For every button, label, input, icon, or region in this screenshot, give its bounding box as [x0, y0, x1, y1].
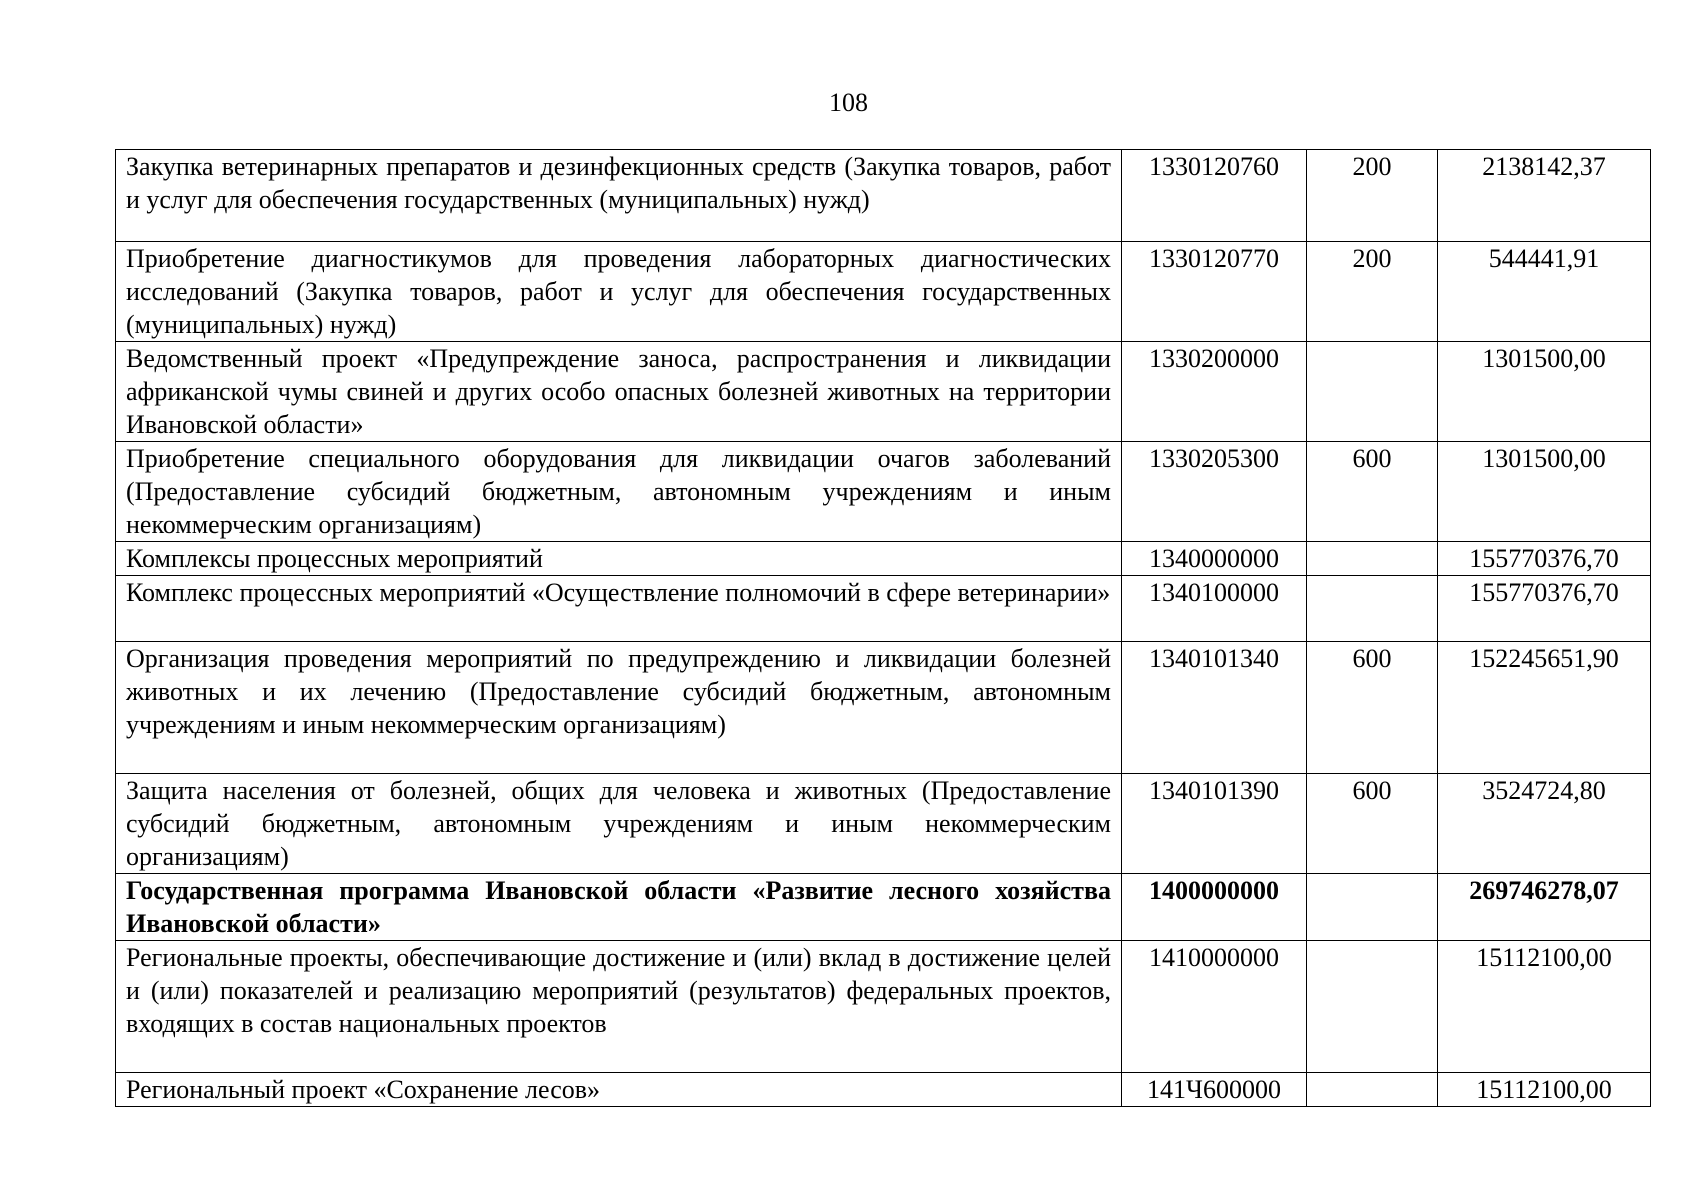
- row-code-cell: 1330205300: [1122, 442, 1307, 542]
- row-code-cell: 1330120760: [1122, 150, 1307, 242]
- table-row: [116, 150, 1651, 242]
- row-sum-cell: 155770376,70: [1438, 576, 1651, 642]
- row-name-cell: Приобретение диагностикумов для проведения лабораторных диагностических исследований (Закупка товаров, работ и услуг для обеспечения государственных (муниципальных) нужд): [116, 242, 1122, 342]
- row-sum-cell: 15112100,00: [1438, 941, 1651, 1073]
- row-name-cell: Региональный проект «Сохранение лесов»: [116, 1073, 1122, 1107]
- table-row: [116, 442, 1651, 542]
- table-row: [116, 342, 1651, 442]
- row-type-cell: [1307, 1073, 1438, 1107]
- budget-table-body: [116, 150, 1651, 1107]
- row-type-cell: 200: [1307, 242, 1438, 342]
- row-type-cell: [1307, 576, 1438, 642]
- row-sum-cell: 269746278,07: [1438, 874, 1651, 941]
- row-sum-cell: 3524724,80: [1438, 774, 1651, 874]
- budget-table: [115, 149, 1651, 1107]
- row-name-cell: Государственная программа Ивановской области «Развитие лесного хозяйства Ивановской области»: [116, 874, 1122, 941]
- row-code-cell: 1340101390: [1122, 774, 1307, 874]
- table-row: [116, 774, 1651, 874]
- row-type-cell: 600: [1307, 642, 1438, 774]
- table-row: [116, 642, 1651, 774]
- row-name-cell: Организация проведения мероприятий по предупреждению и ликвидации болезней животных и их лечению (Предоставление субсидий бюджетным, автономным учреждениям и иным некоммерческим организациям): [116, 642, 1122, 774]
- row-code-cell: 1330120770: [1122, 242, 1307, 342]
- row-type-cell: 600: [1307, 442, 1438, 542]
- row-code-cell: 1340000000: [1122, 542, 1307, 576]
- row-code-cell: 1330200000: [1122, 342, 1307, 442]
- row-type-cell: [1307, 342, 1438, 442]
- table-row: [116, 542, 1651, 576]
- row-name-cell: Приобретение специального оборудования для ликвидации очагов заболеваний (Предоставление субсидий бюджетным, автономным учреждениям и иным некоммерческим организациям): [116, 442, 1122, 542]
- row-sum-cell: 1301500,00: [1438, 442, 1651, 542]
- row-sum-cell: 2138142,37: [1438, 150, 1651, 242]
- row-code-cell: 1410000000: [1122, 941, 1307, 1073]
- row-sum-cell: 155770376,70: [1438, 542, 1651, 576]
- row-type-cell: 200: [1307, 150, 1438, 242]
- table-row: [116, 941, 1651, 1073]
- page-number: 108: [829, 88, 868, 117]
- row-type-cell: [1307, 874, 1438, 941]
- row-name-cell: Защита населения от болезней, общих для человека и животных (Предоставление субсидий бюджетным, автономным учреждениям и иным некоммерческим организациям): [116, 774, 1122, 874]
- row-sum-cell: 544441,91: [1438, 242, 1651, 342]
- row-type-cell: [1307, 542, 1438, 576]
- row-name-cell: Региональные проекты, обеспечивающие достижение и (или) вклад в достижение целей и (или) показателей и реализацию мероприятий (результатов) федеральных проектов, входящих в состав национальных проектов: [116, 941, 1122, 1073]
- row-type-cell: 600: [1307, 774, 1438, 874]
- row-name-cell: Закупка ветеринарных препаратов и дезинфекционных средств (Закупка товаров, работ и услуг для обеспечения государственных (муниципальных) нужд): [116, 150, 1122, 242]
- row-sum-cell: 1301500,00: [1438, 342, 1651, 442]
- table-row: [116, 874, 1651, 941]
- row-type-cell: [1307, 941, 1438, 1073]
- row-code-cell: 1340100000: [1122, 576, 1307, 642]
- row-sum-cell: 152245651,90: [1438, 642, 1651, 774]
- row-name-cell: Комплекс процессных мероприятий «Осуществление полномочий в сфере ветеринарии»: [116, 576, 1122, 642]
- row-code-cell: 1400000000: [1122, 874, 1307, 941]
- row-name-cell: Комплексы процессных мероприятий: [116, 542, 1122, 576]
- row-sum-cell: 15112100,00: [1438, 1073, 1651, 1107]
- table-row: [116, 242, 1651, 342]
- row-code-cell: 141Ч600000: [1122, 1073, 1307, 1107]
- table-row: [116, 576, 1651, 642]
- table-row: [116, 1073, 1651, 1107]
- row-code-cell: 1340101340: [1122, 642, 1307, 774]
- row-name-cell: Ведомственный проект «Предупреждение заноса, распространения и ликвидации африканской чумы свиней и других особо опасных болезней животных на территории Ивановской области»: [116, 342, 1122, 442]
